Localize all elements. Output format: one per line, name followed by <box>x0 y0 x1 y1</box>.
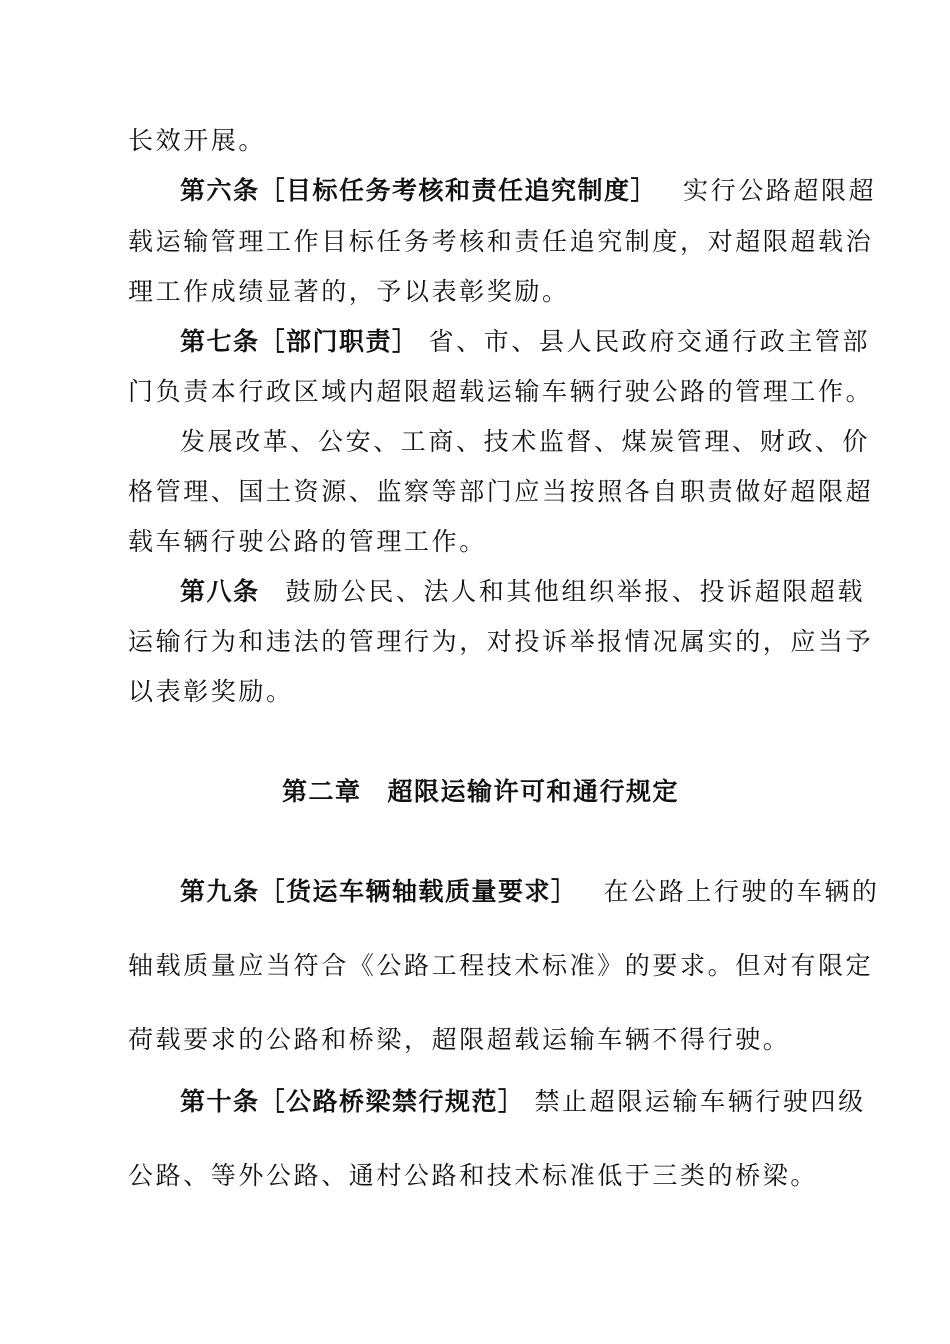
text-line <box>128 1020 790 1056</box>
paragraph-text: 格管理、国土资源、监察等部门应当按照各自职责做好超限超 <box>128 477 874 506</box>
text-line <box>128 272 570 308</box>
text-line <box>128 121 266 157</box>
article-10-heading: 第十条［公路桥梁禁行规范］ <box>180 1087 525 1116</box>
paragraph-text: 载运输管理工作目标任务考核和责任追究制度，对超限超载治 <box>128 227 874 256</box>
article-8-line <box>180 572 865 608</box>
chapter-number: 第二章 <box>282 777 362 806</box>
paragraph-text: 鼓励公民、法人和其他组织举报、投诉超限超载 <box>285 577 866 606</box>
paragraph-text: 载车辆行驶公路的管理工作。 <box>128 527 487 556</box>
paragraph-text: 轴载质量应当符合《公路工程技术标准》的要求。但对有限定 <box>128 951 874 980</box>
paragraph-text: 禁止超限运输车辆行驶四级 <box>534 1087 866 1116</box>
paragraph-text: 公路、等外公路、通村公路和技术标准低于三类的桥梁。 <box>128 1161 819 1190</box>
text-line <box>128 1156 818 1192</box>
text-line <box>128 672 294 708</box>
article-7-line <box>180 322 870 358</box>
article-8-heading: 第八条 <box>180 577 260 606</box>
paragraph-text: 门负责本行政区域内超限超载运输车辆行驶公路的管理工作。 <box>128 377 874 406</box>
text-line <box>128 522 487 558</box>
text-line <box>128 622 873 658</box>
paragraph-text: 理工作成绩显著的，予以表彰奖励。 <box>128 277 570 306</box>
article-7-heading: 第七条［部门职责］ <box>180 327 419 356</box>
text-line <box>180 422 870 458</box>
chapter-title: 超限运输许可和通行规定 <box>387 777 680 806</box>
paragraph-text: 运输行为和违法的管理行为，对投诉举报情况属实的，应当予 <box>128 627 874 656</box>
article-6-heading: 第六条［目标任务考核和责任追究制度］ <box>180 176 658 205</box>
text-line <box>128 946 873 982</box>
paragraph-text: 长效开展。 <box>128 126 267 155</box>
paragraph-text: 发展改革、公安、工商、技术监督、煤炭管理、财政、价 <box>180 427 871 456</box>
paragraph-text: 荷载要求的公路和桥梁，超限超载运输车辆不得行驶。 <box>128 1025 791 1054</box>
article-9-heading: 第九条［货运车辆轴载质量要求］ <box>180 877 578 906</box>
text-line <box>128 222 873 258</box>
text-line <box>128 472 873 508</box>
paragraph-text: 在公路上行驶的车辆的 <box>603 877 880 906</box>
paragraph-text: 实行公路超限超 <box>683 176 877 205</box>
paragraph-text: 省、市、县人民政府交通行政主管部 <box>428 327 871 356</box>
chapter-heading <box>282 772 679 808</box>
article-6-line <box>180 171 876 207</box>
text-line <box>128 372 873 408</box>
article-10-line <box>180 1082 866 1118</box>
paragraph-text: 以表彰奖励。 <box>128 677 294 706</box>
article-9-line <box>180 872 880 908</box>
